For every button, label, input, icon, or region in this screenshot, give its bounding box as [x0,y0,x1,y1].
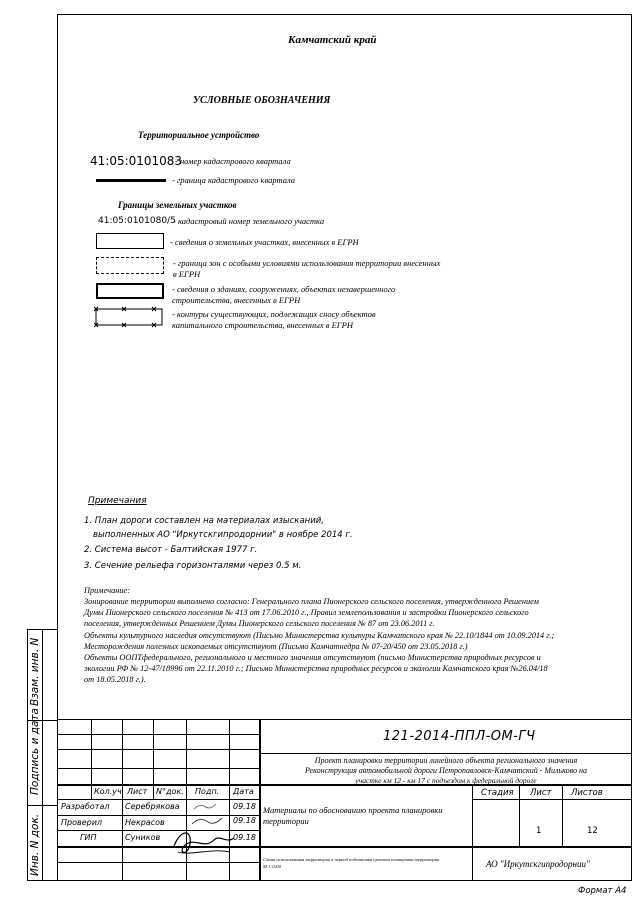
zones-symbol [96,257,164,274]
name-checker: Некрасов [125,818,165,827]
scheme-line-2: М 1:1000 [263,864,281,869]
grid-line [472,799,632,800]
remark-line: Объекты ООПТфедерального, регионального и местного значения отсутствуют (письмо Министерства природных ресурсов и [84,653,541,662]
grid-line [122,719,123,881]
stage-label: Стадия [481,788,514,798]
grid-line [153,719,154,800]
materials-line-1: Материалы по обоснованию проекта планировки [263,805,443,815]
remarks-heading: Примечание: [84,586,130,595]
quarter-boundary-symbol [96,179,166,182]
vzam-label: Взам. инв. N [29,637,41,706]
sheet-value: 1 [536,826,542,836]
name-gip: Суников [125,833,161,842]
date-developer: 09.18 [233,802,256,811]
remark-line: Думы Пионерского сельского поселения № 413 от 17.06.2010 г., Правил землепользования и застройки Пионерского сельского [84,608,529,617]
note-3: 3. Сечение рельефа горизонталями через 0.5 м. [84,561,302,571]
col-podp: Подп. [195,787,220,796]
buildings-symbol [96,283,164,299]
zones-desc-1: - граница зон с особыми условиями использования территории внесенных [173,258,441,268]
project-line-1: Проект планировки территории линейного объекта регионального значения [314,756,578,765]
sheets-label: Листов [571,788,603,798]
date-checker: 09.18 [233,816,256,825]
zones-desc-2: в ЕГРН [173,269,201,279]
col-ndok: N°док. [156,787,184,796]
project-line-2: Реконструкция автомобильной дороги Петропавловск-Камчатский - Мильково на [305,766,587,775]
name-developer: Серебрякова [125,802,180,811]
format-label: Формат А4 [578,886,627,896]
remark-line: Объекты культурного наследия отсутствуют (Письмо Министерства культуры Камчатского края № 22.10/1844 от 10.09.2014 г.; [84,631,555,640]
grid-line [259,753,632,754]
land-plot-number-desc: - кадастровый номер земельного участка [173,216,325,226]
grid-line [57,846,632,848]
col-list: Лист [127,787,148,796]
note-1-line-2: выполненных АО "Иркутскгипродорнии" в ноябре 2014 г. [93,530,353,540]
demolish-desc-1: - контуры существующих, подлежащих сносу объектов [172,309,376,319]
remark-line: Месторождения полезных ископаемых отсутствуют (Письмо Камчатнедра № 07-20/450 от 23.05.2018 г.) [84,642,468,651]
inv-label: Инв. N док. [29,813,41,876]
sheet-label: Лист [530,788,552,798]
demolish-symbol [94,305,166,329]
land-plots-title: Границы земельных участков [118,200,237,210]
col-koluch: Кол.уч [94,787,122,796]
podpis-label: Подпись и дата [29,708,41,795]
plots-egrn-desc: - сведения о земельных участках, внесенных в ЕГРН [170,237,359,247]
role-developer: Разработал [61,802,110,811]
scheme-line-1: Схема использования территории в период подготовки проекта планировки территории [263,857,440,862]
materials-line-2: территории [263,816,309,826]
notes-title: Примечания [88,496,147,506]
note-2: 2. Система высот - Балтийская 1977 г. [84,545,258,555]
company-name: АО "Иркутскгипродорнии" [486,859,590,869]
project-line-3: участке км 12 - км 17 с подъездом к федеральной дороге [355,776,537,785]
buildings-desc-1: - сведения о зданиях, сооружениях, объектах незавершенного [172,284,396,294]
grid-line [91,719,92,800]
buildings-desc-2: строительства, внесенных в ЕГРН [172,295,301,305]
col-data: Дата [233,787,254,796]
sheets-value: 12 [587,826,598,836]
note-1-line-1: 1. План дороги составлен на материалах изысканий, [84,516,324,526]
grid-line [562,784,563,846]
remark-line: поселения, утвержденных Решением Думы Пионерского сельского поселения № 87 от 23.06.2011 г. [84,619,435,628]
cadastral-quarter-desc: - номер кадастрового квартала [175,156,291,166]
plots-egrn-symbol [96,233,164,249]
demolish-desc-2: капитального строительства, внесенных в ЕГРН [172,320,353,330]
drawing-code: 121-2014-ППЛ-ОМ-ГЧ [383,729,536,744]
grid-line [259,719,261,881]
strip-divider [42,629,43,881]
region-title: Камчатский край [288,34,377,46]
land-plot-number: 41:05:0101080/5 [98,216,176,226]
role-gip: ГИП [80,833,97,842]
remark-line: от 18.05.2018 г.). [84,675,146,684]
cadastral-quarter-number: 41:05:0101083 [90,154,183,168]
gip-signature [170,826,238,860]
legend-title: УСЛОВНЫЕ ОБОЗНАЧЕНИЯ [193,95,331,106]
role-checker: Проверил [61,818,103,827]
date-gip: 09.18 [233,833,256,842]
quarter-boundary-desc: - граница кадастрового квартала [172,175,296,185]
grid-line [519,784,520,846]
remark-line: Зонирование территории выполнено согласно: Генерального плана Пионерского сельского поселения, утвержденного Решением [84,597,539,606]
remark-line: экологии РФ № 12-47/18996 от 22.11.2010 г.; Письмо Министерства природных ресурсов и экологии Камчатского края №26.04/18 [84,664,548,673]
territorial-title: Территориальное устройство [138,130,260,140]
